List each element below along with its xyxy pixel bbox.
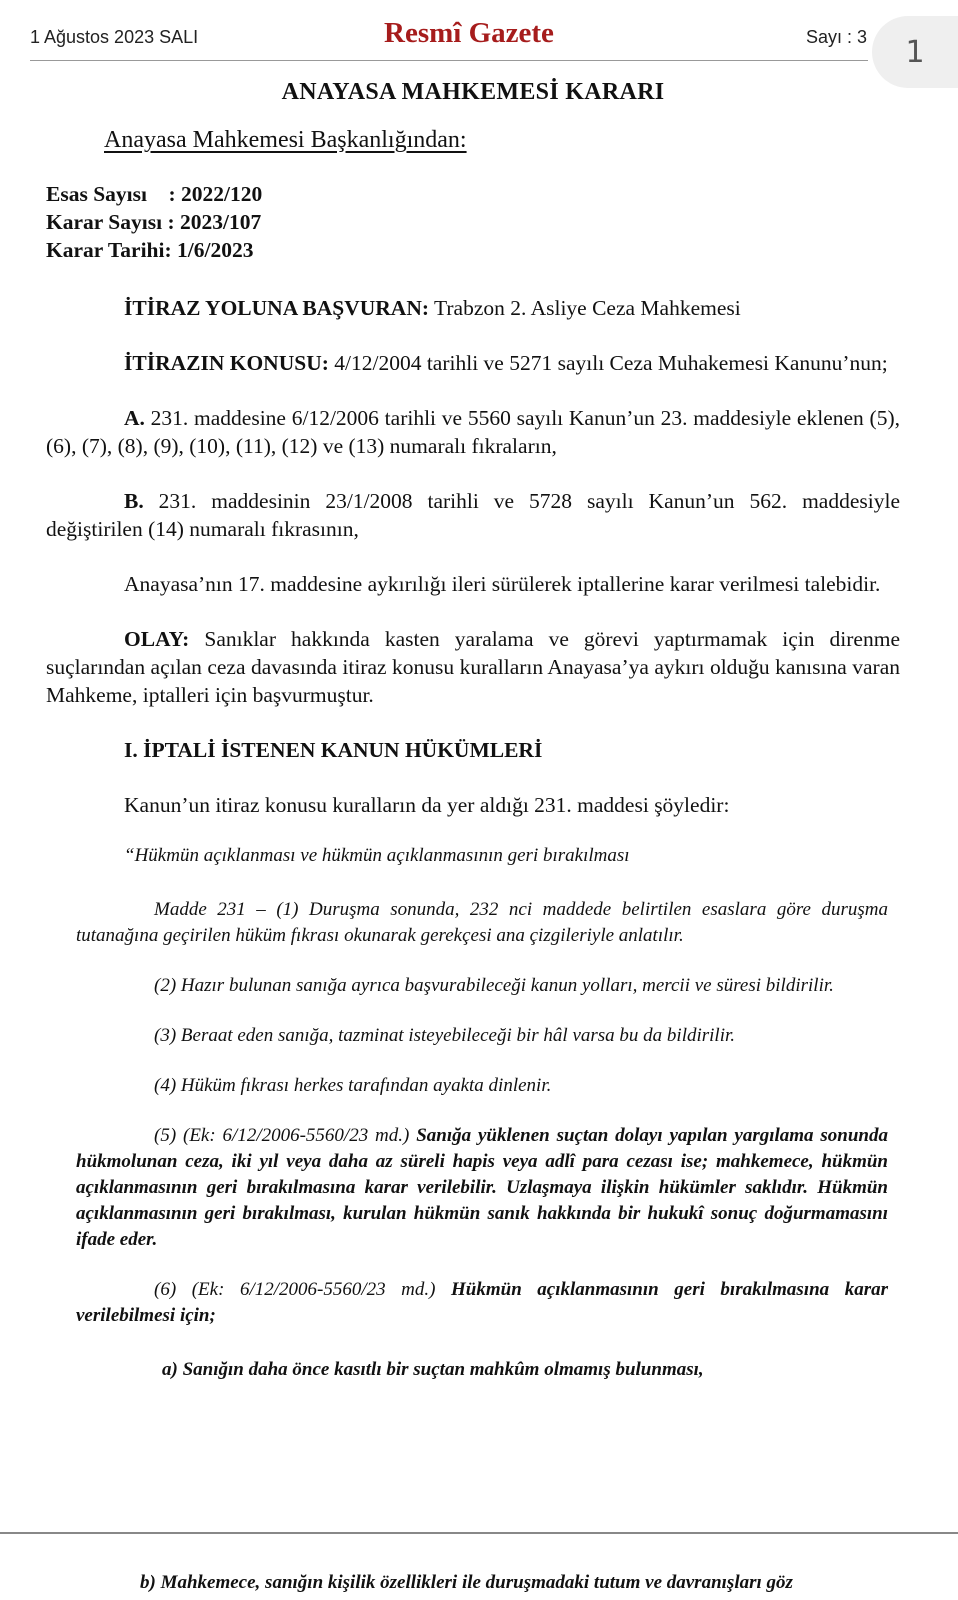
section-heading: I. İPTALİ İSTENEN KANUN HÜKÜMLERİ	[124, 738, 543, 762]
quote-paragraph-2: (2) Hazır bulunan sanığa ayrıca başvurabileceği kanun yolları, mercii ve süresi bildirilir.	[154, 975, 834, 996]
page-number-badge: 1	[872, 16, 958, 88]
applicant-text: Trabzon 2. Asliye Ceza Mahkemesi	[429, 296, 741, 320]
item-a-text: 231. maddesine 6/12/2006 tarihli ve 5560 sayılı Kanun’un 23. maddesiyle eklenen (5), (6), (7), (8), (9), (10), (11), (12) ve (13) numaralı fıkraların,	[46, 406, 900, 458]
quote-paragraph-5-text: Sanığa yüklenen suçtan dolayı yapılan yargılama sonunda hükmolunan ceza, iki yıl veya daha az süreli hapis veya adlî para cezası ise; mahkemece, hükmün açıklanmasının geri bırakılmasına karar verilebilir. Uzlaşmaya ilişkin hükümler saklıdır. Hükmün açıklanmasının geri bırakılması, kurulan hükmün sanık hakkında bir hukukî sonuç doğurmamasını ifade eder.	[76, 1125, 888, 1250]
quote-paragraph-3: (3) Beraat eden sanığa, tazminat isteyebileceği bir hâl varsa bu da bildirilir.	[154, 1025, 736, 1046]
quote-paragraph-6	[76, 1277, 888, 1329]
event-paragraph	[46, 625, 900, 709]
authority-line: Anayasa Mahkemesi Başkanlığından:	[104, 127, 467, 153]
reference-block	[46, 180, 900, 264]
document-body	[46, 72, 900, 1383]
quote-item-b: b) Mahkemece, sanığın kişilik özellikleri ile duruşmadaki tutum ve davranışları göz	[140, 1572, 793, 1593]
decision-title: ANAYASA MAHKEMESİ KARARI	[281, 79, 665, 105]
decision-number: Karar Sayısı : 2023/107	[46, 210, 262, 234]
quote-paragraph-4: (4) Hüküm fıkrası herkes tarafından ayakta dinlenir.	[154, 1075, 552, 1096]
subject-text: 4/12/2004 tarihli ve 5271 sayılı Ceza Muhakemesi Kanunu’nun;	[328, 351, 888, 375]
item-b-label: B.	[124, 489, 144, 513]
subject-label: İTİRAZIN KONUSU:	[124, 351, 329, 375]
header-divider	[30, 60, 868, 61]
quote-paragraph-1: Madde 231 – (1) Duruşma sonunda, 232 nci maddede belirtilen esaslara göre duruşma tutanağına geçirilen hüküm fıkrası okunarak gerekçesi ana çizgileriyle anlatılır.	[76, 899, 888, 946]
header-issue-number: Sayı : 3	[806, 27, 868, 47]
item-b-text: 231. maddesinin 23/1/2008 tarihli ve 5728 sayılı Kanun’un 562. maddesiyle değiştirilen (14) numaralı fıkrasının,	[46, 489, 900, 541]
item-b-paragraph	[46, 487, 900, 543]
event-text: Sanıklar hakkında kasten yaralama ve görevi yaptırmamak için direnme suçlarından açılan ceza davasında itiraz konusu kuralların Anayasa’ya aykırı olduğu kanısına varan Mahkeme, iptalleri için başvurmuştur.	[46, 627, 900, 707]
quote-paragraph-6-label: (6) (Ek: 6/12/2006-5560/23 md.)	[154, 1279, 436, 1300]
quote-title: “Hükmün açıklanması ve hükmün açıklanmasının geri bırakılması	[124, 845, 630, 866]
quote-paragraph-6-text: Hükmün açıklanmasının geri bırakılmasına karar verilebilmesi için;	[76, 1279, 889, 1326]
quote-paragraph-5	[76, 1123, 888, 1253]
case-number: Esas Sayısı : 2022/120	[46, 182, 263, 206]
applicant-label: İTİRAZ YOLUNA BAŞVURAN:	[124, 296, 430, 320]
quote-paragraph-5-label: (5) (Ek: 6/12/2006-5560/23 md.)	[154, 1125, 410, 1146]
applicant-paragraph	[46, 294, 900, 322]
section-intro: Kanun’un itiraz konusu kuralların da yer aldığı 231. maddesi şöyledir:	[124, 793, 730, 817]
item-a-label: A.	[124, 406, 145, 430]
header-date: 1 Ağustos 2023 SALI	[30, 27, 199, 47]
subject-paragraph	[46, 349, 900, 377]
request-paragraph: Anayasa’nın 17. maddesine aykırılığı ileri sürülerek iptallerine karar verilmesi talebidir.	[124, 572, 881, 596]
decision-date: Karar Tarihi: 1/6/2023	[46, 238, 254, 262]
header-title: Resmî Gazete	[384, 17, 554, 49]
page-break-divider	[0, 1532, 958, 1534]
quote-item-a: a) Sanığın daha önce kasıtlı bir suçtan mahkûm olmamış bulunması,	[162, 1359, 704, 1380]
item-a-paragraph	[46, 404, 900, 460]
gazette-header	[0, 0, 958, 62]
event-label: OLAY:	[124, 627, 190, 651]
